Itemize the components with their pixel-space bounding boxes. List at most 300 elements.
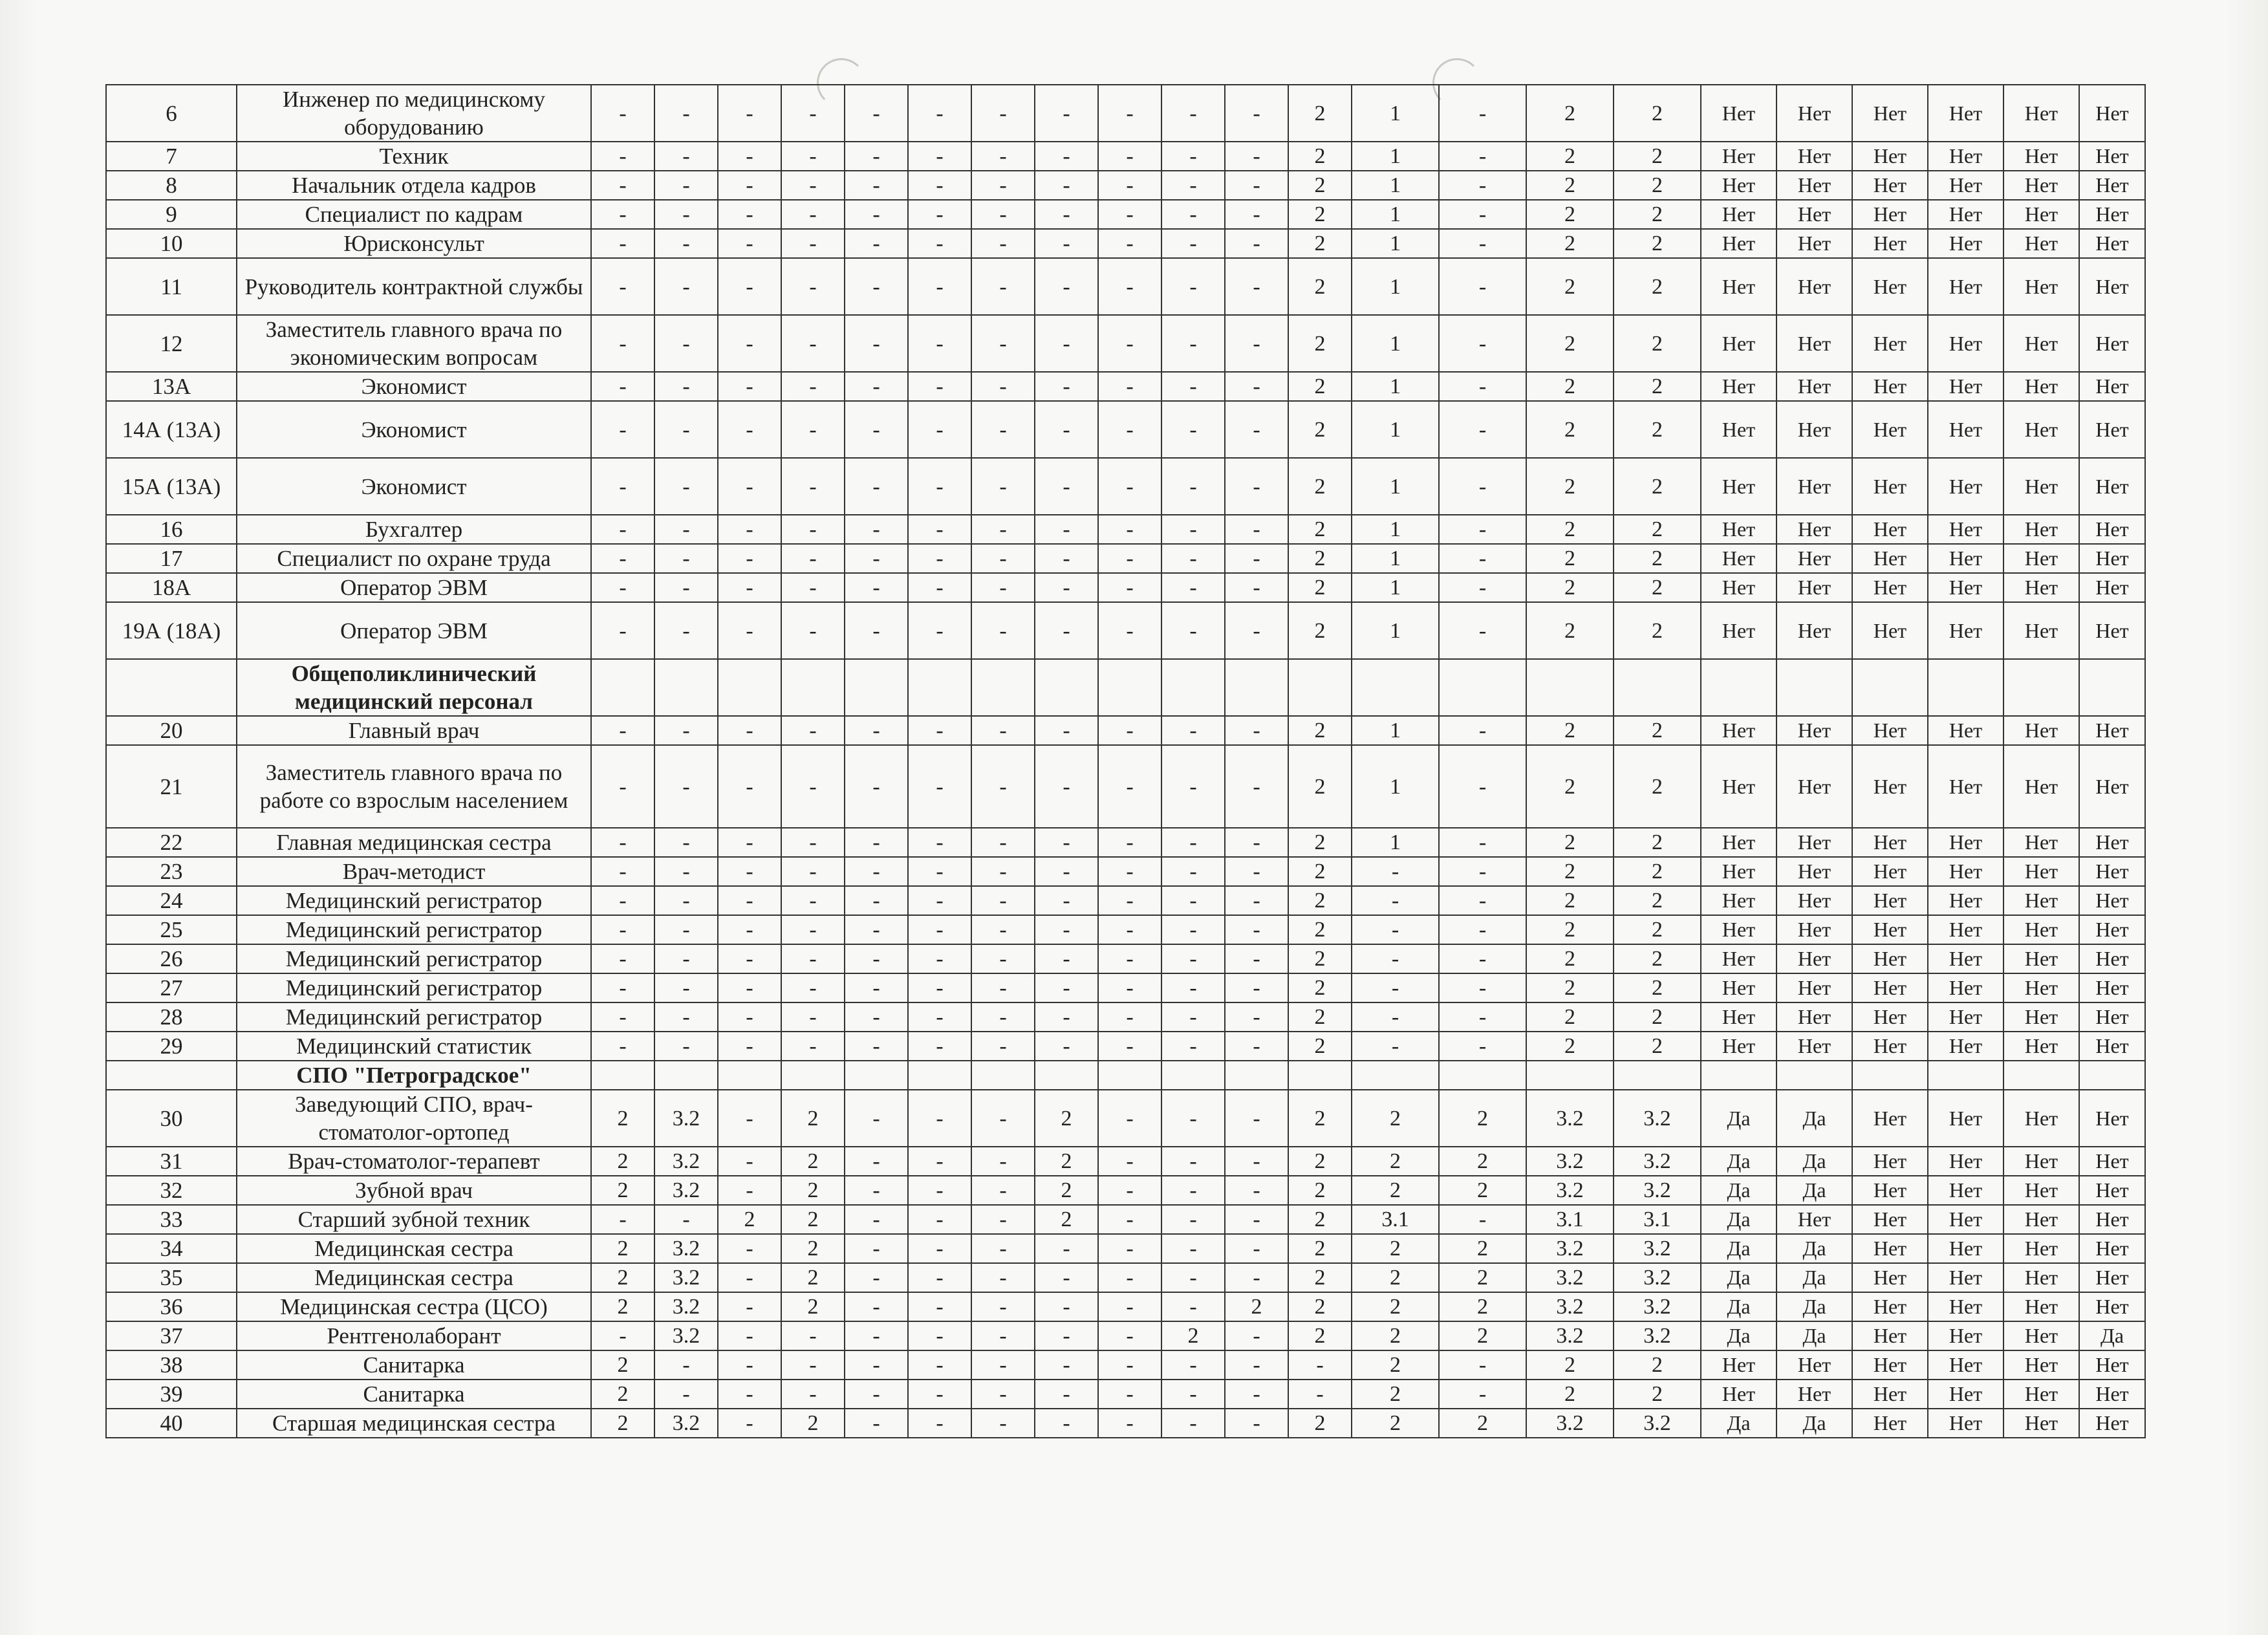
yes-no-cell: Да [1701,1205,1777,1234]
yes-no-cell: Нет [2079,886,2145,915]
class-value-cell: - [654,1205,718,1234]
class-value-cell: - [1035,1321,1098,1350]
class-value-cell: - [845,200,908,229]
empty-cell [591,1061,654,1090]
yes-no-cell: Нет [1777,602,1852,659]
yes-no-cell: Нет [1852,1350,1928,1380]
class-value-cell: - [845,745,908,828]
class-value-cell: - [591,1002,654,1032]
class-value-cell: - [654,745,718,828]
yes-no-cell: Нет [1777,544,1852,573]
class-value-cell: - [1098,315,1161,372]
position-name-cell: Заведующий СПО, врач-стоматолог-ортопед [237,1090,591,1147]
class-value-cell: 2 [1288,857,1352,886]
yes-no-cell: Нет [1701,515,1777,544]
class-value-cell: 2 [1614,544,1701,573]
yes-no-cell: Нет [1777,1350,1852,1380]
empty-cell [1526,659,1614,716]
class-value-cell: - [718,857,781,886]
table-row [106,229,2145,258]
class-value-cell: - [718,602,781,659]
yes-no-cell: Нет [1777,1002,1852,1032]
row-number-cell: 15А (13А) [106,458,237,515]
class-value-cell: 2 [781,1292,845,1321]
class-value-cell: 1 [1352,458,1439,515]
yes-no-cell: Да [1701,1263,1777,1292]
empty-cell [1352,1061,1439,1090]
yes-no-cell: Да [1777,1090,1852,1147]
yes-no-cell: Нет [1928,1205,2003,1234]
yes-no-cell: Нет [2079,944,2145,973]
yes-no-cell: Нет [2079,828,2145,857]
empty-cell [2079,1061,2145,1090]
empty-cell [1852,659,1928,716]
class-value-cell: 3.2 [1526,1321,1614,1350]
class-value-cell: 1 [1352,258,1439,315]
class-value-cell: - [1035,401,1098,458]
class-value-cell: 3.2 [1614,1409,1701,1438]
row-number-cell: 9 [106,200,237,229]
yes-no-cell: Нет [1777,1032,1852,1061]
class-value-cell: 2 [1614,716,1701,745]
position-name-cell: Заместитель главного врача по работе со взрослым населением [237,745,591,828]
class-value-cell: - [845,1090,908,1147]
class-value-cell: - [718,200,781,229]
class-value-cell: - [1161,886,1225,915]
class-value-cell: 2 [1526,544,1614,573]
row-number-cell: 35 [106,1263,237,1292]
class-value-cell: - [1225,1176,1288,1205]
yes-no-cell: Нет [2003,1321,2079,1350]
table-row [106,142,2145,171]
class-value-cell: 3.2 [1526,1176,1614,1205]
class-value-cell: 1 [1352,85,1439,142]
class-value-cell: - [1225,973,1288,1002]
table-row [106,372,2145,401]
class-value-cell: - [591,258,654,315]
class-value-cell: 1 [1352,315,1439,372]
class-value-cell: - [845,828,908,857]
empty-cell [718,1061,781,1090]
class-value-cell: - [845,258,908,315]
table-row [106,573,2145,602]
class-value-cell: - [1098,1234,1161,1263]
class-value-cell: - [1161,1205,1225,1234]
yes-no-cell: Нет [1701,315,1777,372]
class-value-cell: - [971,258,1035,315]
class-value-cell: 2 [1526,602,1614,659]
yes-no-cell: Нет [1852,401,1928,458]
class-value-cell: - [971,886,1035,915]
class-value-cell: - [591,142,654,171]
class-value-cell: 2 [1352,1234,1439,1263]
class-value-cell: - [591,745,654,828]
row-number-cell [106,659,237,716]
class-value-cell: 2 [591,1090,654,1147]
section-title: Общеполиклинический медицинский персонал [237,659,591,716]
class-value-cell: 2 [1288,828,1352,857]
position-name-cell: Старший зубной техник [237,1205,591,1234]
class-value-cell: 2 [1288,142,1352,171]
class-value-cell: 2 [1526,745,1614,828]
class-value-cell: - [908,1321,971,1350]
class-value-cell: - [781,1321,845,1350]
class-value-cell: - [1035,573,1098,602]
position-name-cell: Экономист [237,458,591,515]
class-value-cell: - [718,1350,781,1380]
row-number-cell: 17 [106,544,237,573]
empty-cell [1161,1061,1225,1090]
empty-cell [1777,1061,1852,1090]
class-value-cell: - [908,1002,971,1032]
class-value-cell: 3.2 [1614,1321,1701,1350]
class-value-cell: - [1439,515,1526,544]
class-value-cell: 1 [1352,372,1439,401]
class-value-cell: 2 [591,1234,654,1263]
yes-no-cell: Нет [1928,85,2003,142]
class-value-cell: - [908,745,971,828]
class-value-cell: - [781,1350,845,1380]
class-value-cell: 2 [1526,886,1614,915]
class-value-cell: - [1098,1002,1161,1032]
class-value-cell: - [845,1292,908,1321]
class-value-cell: - [1352,1032,1439,1061]
class-value-cell: - [591,944,654,973]
class-value-cell: - [1225,828,1288,857]
yes-no-cell: Нет [2003,1090,2079,1147]
table-row [106,515,2145,544]
yes-no-cell: Нет [2079,973,2145,1002]
yes-no-cell: Нет [1852,886,1928,915]
yes-no-cell: Да [1701,1234,1777,1263]
yes-no-cell: Нет [1777,886,1852,915]
table-row [106,973,2145,1002]
yes-no-cell: Нет [2079,1176,2145,1205]
class-value-cell: - [1035,915,1098,944]
row-number-cell: 29 [106,1032,237,1061]
class-value-cell: - [845,229,908,258]
empty-cell [2003,659,2079,716]
yes-no-cell: Нет [2079,1409,2145,1438]
yes-no-cell: Нет [1701,171,1777,200]
class-value-cell: - [845,1350,908,1380]
yes-no-cell: Нет [1701,857,1777,886]
yes-no-cell: Нет [2079,1090,2145,1147]
class-value-cell: - [971,973,1035,1002]
class-value-cell: 2 [1288,886,1352,915]
position-name-cell: Оператор ЭВМ [237,573,591,602]
yes-no-cell: Нет [1701,229,1777,258]
position-name-cell: Медицинский регистратор [237,915,591,944]
class-value-cell: 2 [1526,973,1614,1002]
class-value-cell: 2 [1526,944,1614,973]
yes-no-cell: Нет [1777,515,1852,544]
yes-no-cell: Нет [2003,458,2079,515]
yes-no-cell: Нет [1852,515,1928,544]
class-value-cell: - [1161,1263,1225,1292]
class-value-cell: 3.1 [1526,1205,1614,1234]
class-value-cell: - [591,602,654,659]
class-value-cell: 1 [1352,828,1439,857]
class-value-cell: - [1439,828,1526,857]
class-value-cell: - [1439,458,1526,515]
class-value-cell: - [718,716,781,745]
class-value-cell: 1 [1352,171,1439,200]
row-number-cell: 34 [106,1234,237,1263]
class-value-cell: - [845,915,908,944]
class-value-cell: 2 [1439,1263,1526,1292]
class-value-cell: - [1035,85,1098,142]
class-value-cell: - [908,1147,971,1176]
class-value-cell: - [1035,828,1098,857]
yes-no-cell: Нет [2079,573,2145,602]
row-number-cell: 21 [106,745,237,828]
class-value-cell: 2 [1614,828,1701,857]
class-value-cell: - [971,372,1035,401]
yes-no-cell: Нет [1701,401,1777,458]
empty-cell [1098,659,1161,716]
empty-cell [1439,659,1526,716]
class-value-cell: - [1161,1176,1225,1205]
row-number-cell: 13А [106,372,237,401]
empty-cell [2079,659,2145,716]
class-value-cell: - [1161,1380,1225,1409]
class-value-cell: 2 [1614,171,1701,200]
class-value-cell: - [1098,401,1161,458]
yes-no-cell: Да [1701,1409,1777,1438]
class-value-cell: - [908,1380,971,1409]
class-value-cell: - [971,915,1035,944]
class-value-cell: - [1439,229,1526,258]
yes-no-cell: Нет [1852,229,1928,258]
yes-no-cell: Нет [2003,315,2079,372]
yes-no-cell: Нет [1928,258,2003,315]
class-value-cell: 3.2 [1614,1292,1701,1321]
class-value-cell: 3.2 [654,1409,718,1438]
empty-cell [654,659,718,716]
class-value-cell: 2 [1288,1409,1352,1438]
yes-no-cell: Нет [1777,973,1852,1002]
class-value-cell: 2 [1225,1292,1288,1321]
yes-no-cell: Нет [1852,142,1928,171]
class-value-cell: - [845,1176,908,1205]
class-value-cell: 2 [1352,1147,1439,1176]
class-value-cell: - [718,258,781,315]
class-value-cell: 3.2 [1614,1090,1701,1147]
class-value-cell: - [908,544,971,573]
class-value-cell: 1 [1352,142,1439,171]
class-value-cell: - [781,200,845,229]
class-value-cell: - [781,85,845,142]
class-value-cell: - [1161,200,1225,229]
yes-no-cell: Нет [2003,1263,2079,1292]
position-name-cell: Главный врач [237,716,591,745]
class-value-cell: 3.2 [654,1321,718,1350]
table-row [106,1263,2145,1292]
class-value-cell: 2 [1352,1176,1439,1205]
yes-no-cell: Нет [1852,1205,1928,1234]
table-row [106,1176,2145,1205]
class-value-cell: - [1098,944,1161,973]
class-value-cell: - [971,716,1035,745]
yes-no-cell: Нет [1777,315,1852,372]
class-value-cell: - [718,828,781,857]
class-value-cell: - [908,857,971,886]
row-number-cell: 10 [106,229,237,258]
yes-no-cell: Нет [2003,1409,2079,1438]
class-value-cell: - [1098,1090,1161,1147]
class-value-cell: - [908,1292,971,1321]
table-row [106,1032,2145,1061]
row-number-cell: 23 [106,857,237,886]
yes-no-cell: Нет [1928,1409,2003,1438]
row-number-cell: 38 [106,1350,237,1380]
class-value-cell: - [1439,915,1526,944]
class-value-cell: - [1161,745,1225,828]
yes-no-cell: Нет [1928,1292,2003,1321]
yes-no-cell: Да [1777,1176,1852,1205]
class-value-cell: - [654,85,718,142]
yes-no-cell: Да [1777,1263,1852,1292]
yes-no-cell: Нет [1777,200,1852,229]
yes-no-cell: Нет [1701,258,1777,315]
yes-no-cell: Нет [1701,1002,1777,1032]
class-value-cell: - [654,1002,718,1032]
class-value-cell: - [591,915,654,944]
empty-cell [1352,659,1439,716]
class-value-cell: - [1098,886,1161,915]
class-value-cell: - [654,401,718,458]
class-value-cell: 2 [1614,886,1701,915]
class-value-cell: - [1035,544,1098,573]
class-value-cell: 2 [1526,458,1614,515]
class-value-cell: - [908,602,971,659]
position-name-cell: Медицинский регистратор [237,886,591,915]
class-value-cell: - [908,372,971,401]
table-row [106,1234,2145,1263]
class-value-cell: - [1225,1032,1288,1061]
class-value-cell: 2 [1526,857,1614,886]
yes-no-cell: Нет [2079,716,2145,745]
class-value-cell: 2 [781,1205,845,1234]
yes-no-cell: Нет [2003,85,2079,142]
class-value-cell: - [971,458,1035,515]
yes-no-cell: Нет [2003,944,2079,973]
class-value-cell: - [781,142,845,171]
empty-cell [1614,1061,1701,1090]
empty-cell [2003,1061,2079,1090]
class-value-cell: 3.1 [1614,1205,1701,1234]
position-name-cell: Медицинский регистратор [237,944,591,973]
class-value-cell: - [1098,200,1161,229]
class-value-cell: - [1288,1380,1352,1409]
class-value-cell: 2 [1614,515,1701,544]
class-value-cell: - [1035,315,1098,372]
class-value-cell: - [1225,515,1288,544]
class-value-cell: - [1225,1147,1288,1176]
class-value-cell: - [781,973,845,1002]
class-value-cell: - [654,915,718,944]
yes-no-cell: Нет [1852,1321,1928,1350]
yes-no-cell: Нет [1928,944,2003,973]
class-value-cell: - [718,1090,781,1147]
class-value-cell: - [1098,544,1161,573]
class-value-cell: - [1035,1234,1098,1263]
class-value-cell: - [1225,229,1288,258]
position-name-cell: Санитарка [237,1380,591,1409]
yes-no-cell: Нет [1928,1002,2003,1032]
class-value-cell: 2 [1526,171,1614,200]
class-value-cell: - [1035,745,1098,828]
class-value-cell: 2 [591,1292,654,1321]
class-value-cell: - [908,142,971,171]
class-value-cell: - [1098,857,1161,886]
yes-no-cell: Нет [2003,200,2079,229]
row-number-cell: 6 [106,85,237,142]
class-value-cell: 2 [1288,716,1352,745]
class-value-cell: - [718,1409,781,1438]
yes-no-cell: Нет [1852,973,1928,1002]
class-value-cell: - [781,716,845,745]
class-value-cell: - [971,1176,1035,1205]
class-value-cell: - [591,458,654,515]
table-row [106,258,2145,315]
class-value-cell: - [1161,372,1225,401]
class-value-cell: 3.2 [1614,1263,1701,1292]
class-value-cell: - [845,886,908,915]
yes-no-cell: Нет [2003,973,2079,1002]
class-value-cell: 2 [1526,1380,1614,1409]
yes-no-cell: Нет [2003,745,2079,828]
yes-no-cell: Нет [2079,258,2145,315]
class-value-cell: 2 [1288,944,1352,973]
class-value-cell: - [1098,229,1161,258]
yes-no-cell: Нет [1928,1350,2003,1380]
yes-no-cell: Нет [1852,1292,1928,1321]
yes-no-cell: Нет [1777,745,1852,828]
class-value-cell: 2 [1614,1032,1701,1061]
yes-no-cell: Нет [1777,573,1852,602]
class-value-cell: 2 [1614,1002,1701,1032]
class-value-cell: - [1035,515,1098,544]
class-value-cell: 2 [1526,1032,1614,1061]
class-value-cell: - [718,229,781,258]
class-value-cell: 2 [1439,1090,1526,1147]
row-number-cell: 37 [106,1321,237,1350]
yes-no-cell: Нет [2003,886,2079,915]
class-value-cell: 2 [1614,857,1701,886]
class-value-cell: - [1161,857,1225,886]
yes-no-cell: Нет [1852,745,1928,828]
class-value-cell: - [1225,886,1288,915]
class-value-cell: - [718,171,781,200]
yes-no-cell: Нет [1701,85,1777,142]
yes-no-cell: Нет [1701,973,1777,1002]
yes-no-cell: Нет [1852,915,1928,944]
class-value-cell: - [845,1321,908,1350]
yes-no-cell: Нет [2079,1002,2145,1032]
yes-no-cell: Да [1701,1090,1777,1147]
yes-no-cell: Нет [1852,857,1928,886]
yes-no-cell: Нет [2003,1292,2079,1321]
class-value-cell: - [845,1409,908,1438]
class-value-cell: 2 [781,1409,845,1438]
yes-no-cell: Нет [1928,200,2003,229]
yes-no-cell: Нет [1777,85,1852,142]
class-value-cell: - [1352,973,1439,1002]
yes-no-cell: Нет [2079,142,2145,171]
class-value-cell: 2 [1288,1147,1352,1176]
